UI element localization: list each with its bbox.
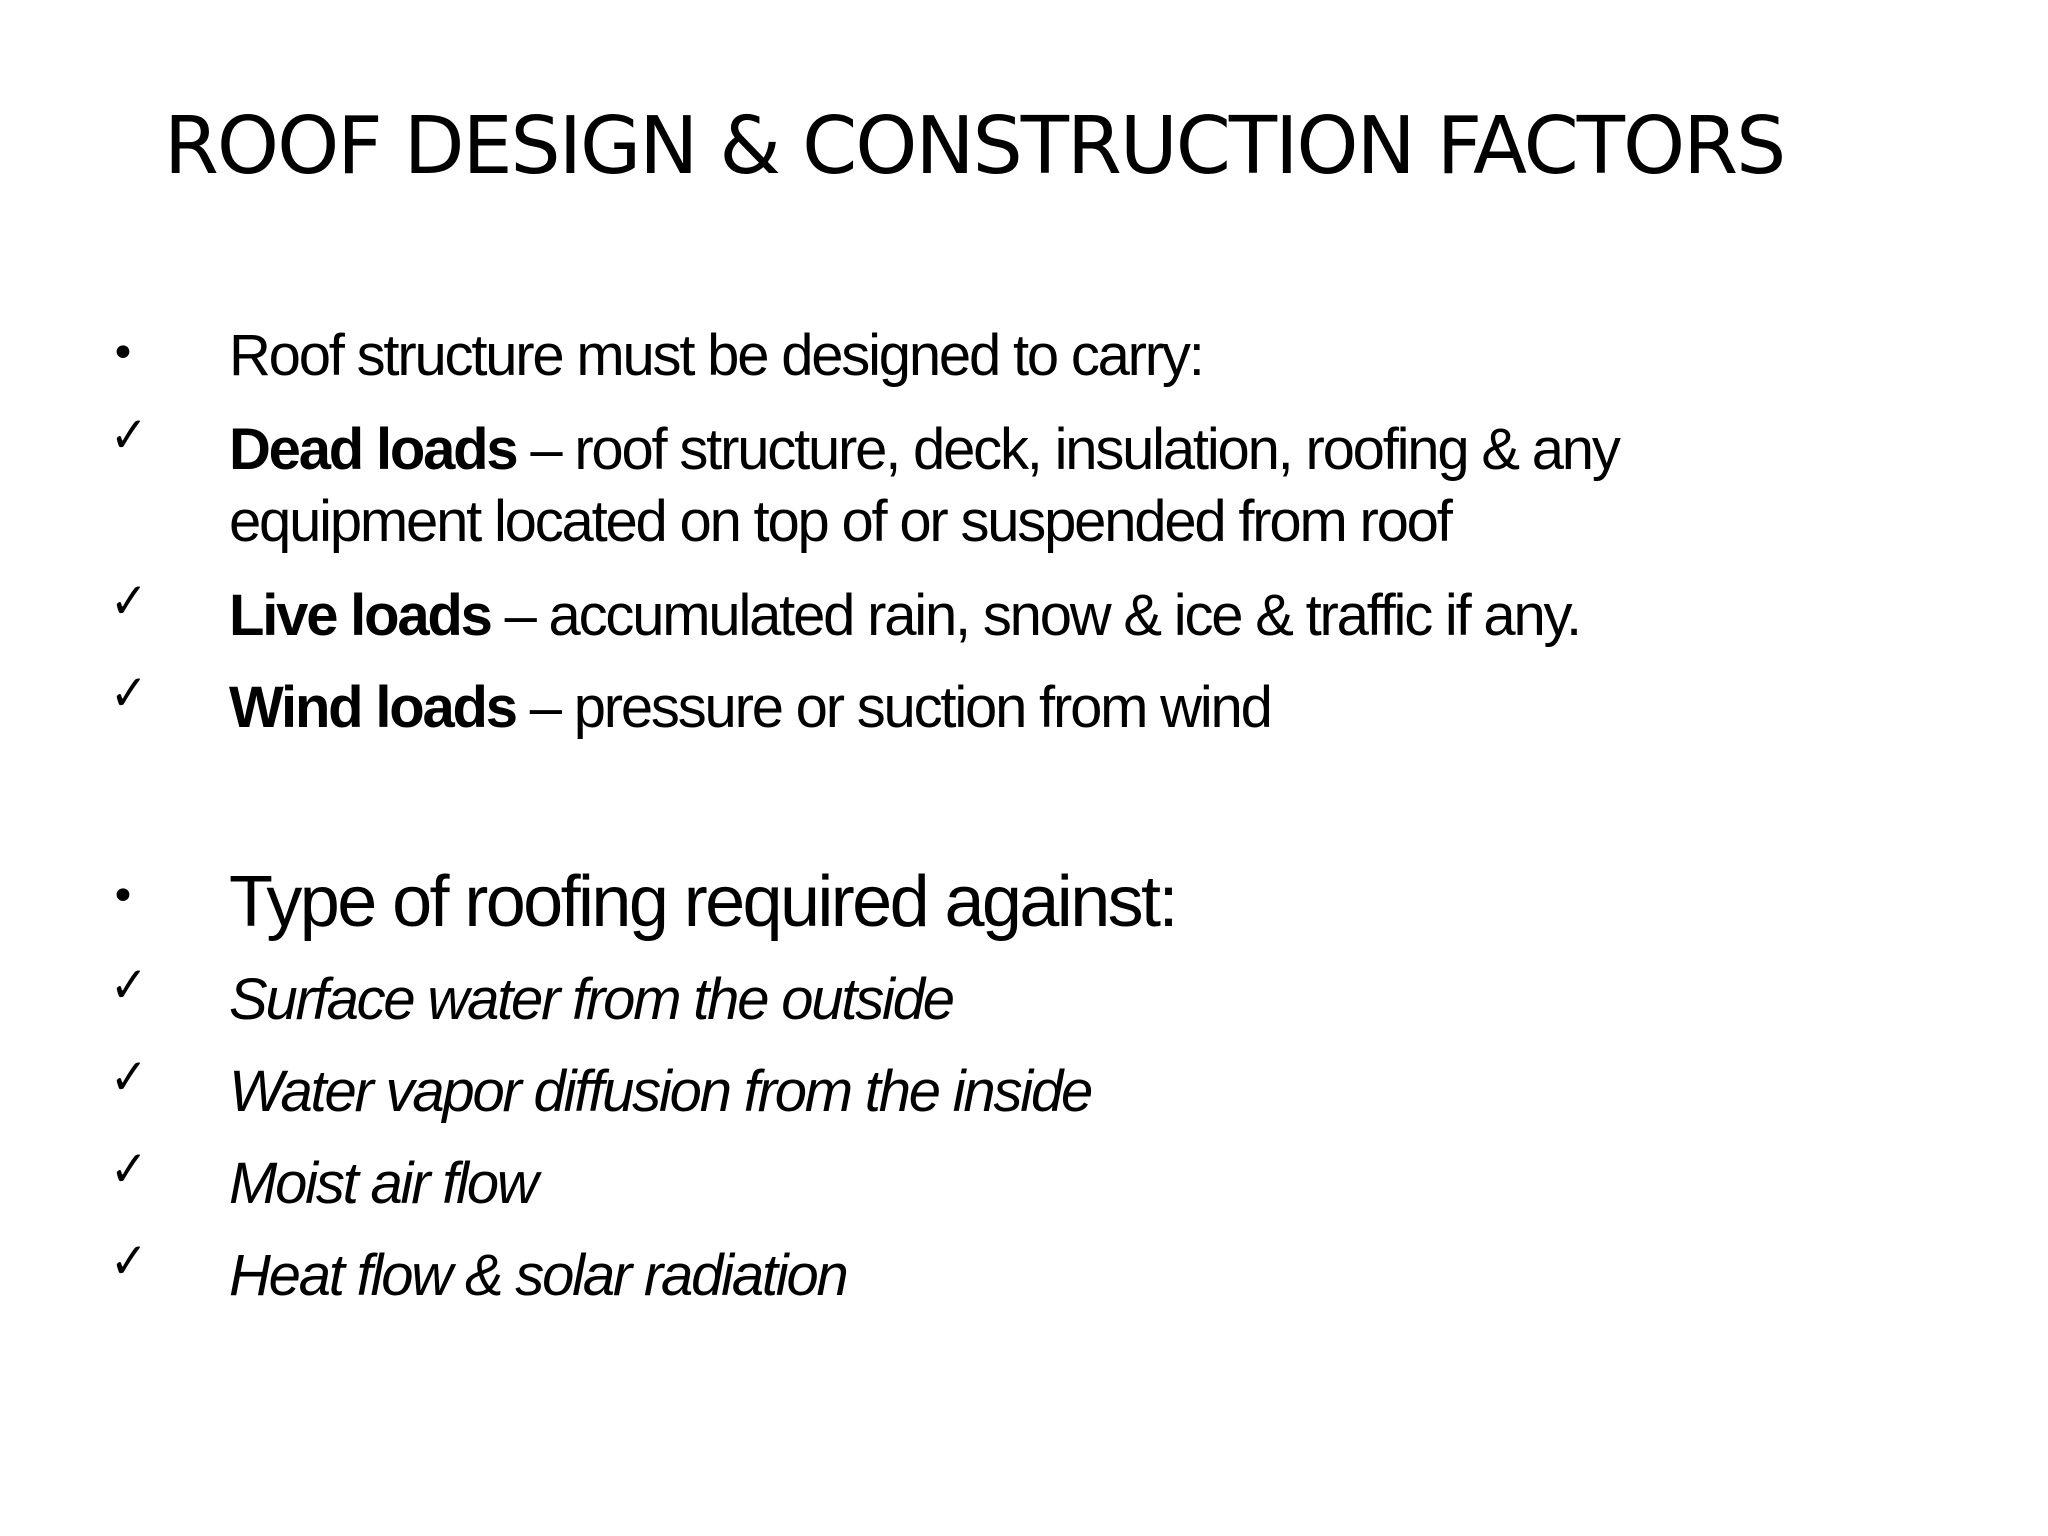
checkmark-icon: ✓: [110, 956, 148, 1014]
section-2-heading: Type of roofing required against:: [229, 862, 1176, 942]
checkmark-icon: ✓: [110, 1140, 148, 1198]
item-term: Live loads: [229, 583, 491, 648]
item-term: Wind loads: [229, 675, 516, 740]
item-description: – accumulated rain, snow & ice & traffic if any.: [490, 583, 1580, 648]
item-description: – pressure or suction from wind: [515, 675, 1271, 740]
checkmark-icon: ✓: [110, 406, 148, 464]
list-item-moist-air: Moist air flow: [229, 1151, 537, 1216]
item-description: – roof structure, deck, insulation, roofing & any: [516, 417, 1619, 482]
checkmark-icon: ✓: [110, 572, 148, 630]
bullet-icon: •: [110, 328, 136, 379]
item-term: Dead loads: [229, 417, 517, 482]
list-item-water-vapor: Water vapor diffusion from the inside: [229, 1059, 1092, 1124]
list-item-live-loads: [229, 580, 1580, 652]
slide-title: ROOF DESIGN & CONSTRUCTION FACTORS: [164, 100, 1785, 192]
bullet-icon: •: [110, 871, 136, 922]
list-item-wind-loads: [229, 672, 1271, 744]
checkmark-icon: ✓: [110, 1048, 148, 1106]
list-item-dead-loads: [229, 414, 1619, 486]
checkmark-icon: ✓: [110, 1232, 148, 1290]
section-1-heading: Roof structure must be designed to carry:: [229, 323, 1203, 388]
list-item-heat-flow: Heat flow & solar radiation: [229, 1243, 847, 1308]
list-item-dead-loads-continued: equipment located on top of or suspended from roof: [229, 489, 1451, 554]
list-item-surface-water: Surface water from the outside: [229, 967, 953, 1032]
checkmark-icon: ✓: [110, 664, 148, 722]
